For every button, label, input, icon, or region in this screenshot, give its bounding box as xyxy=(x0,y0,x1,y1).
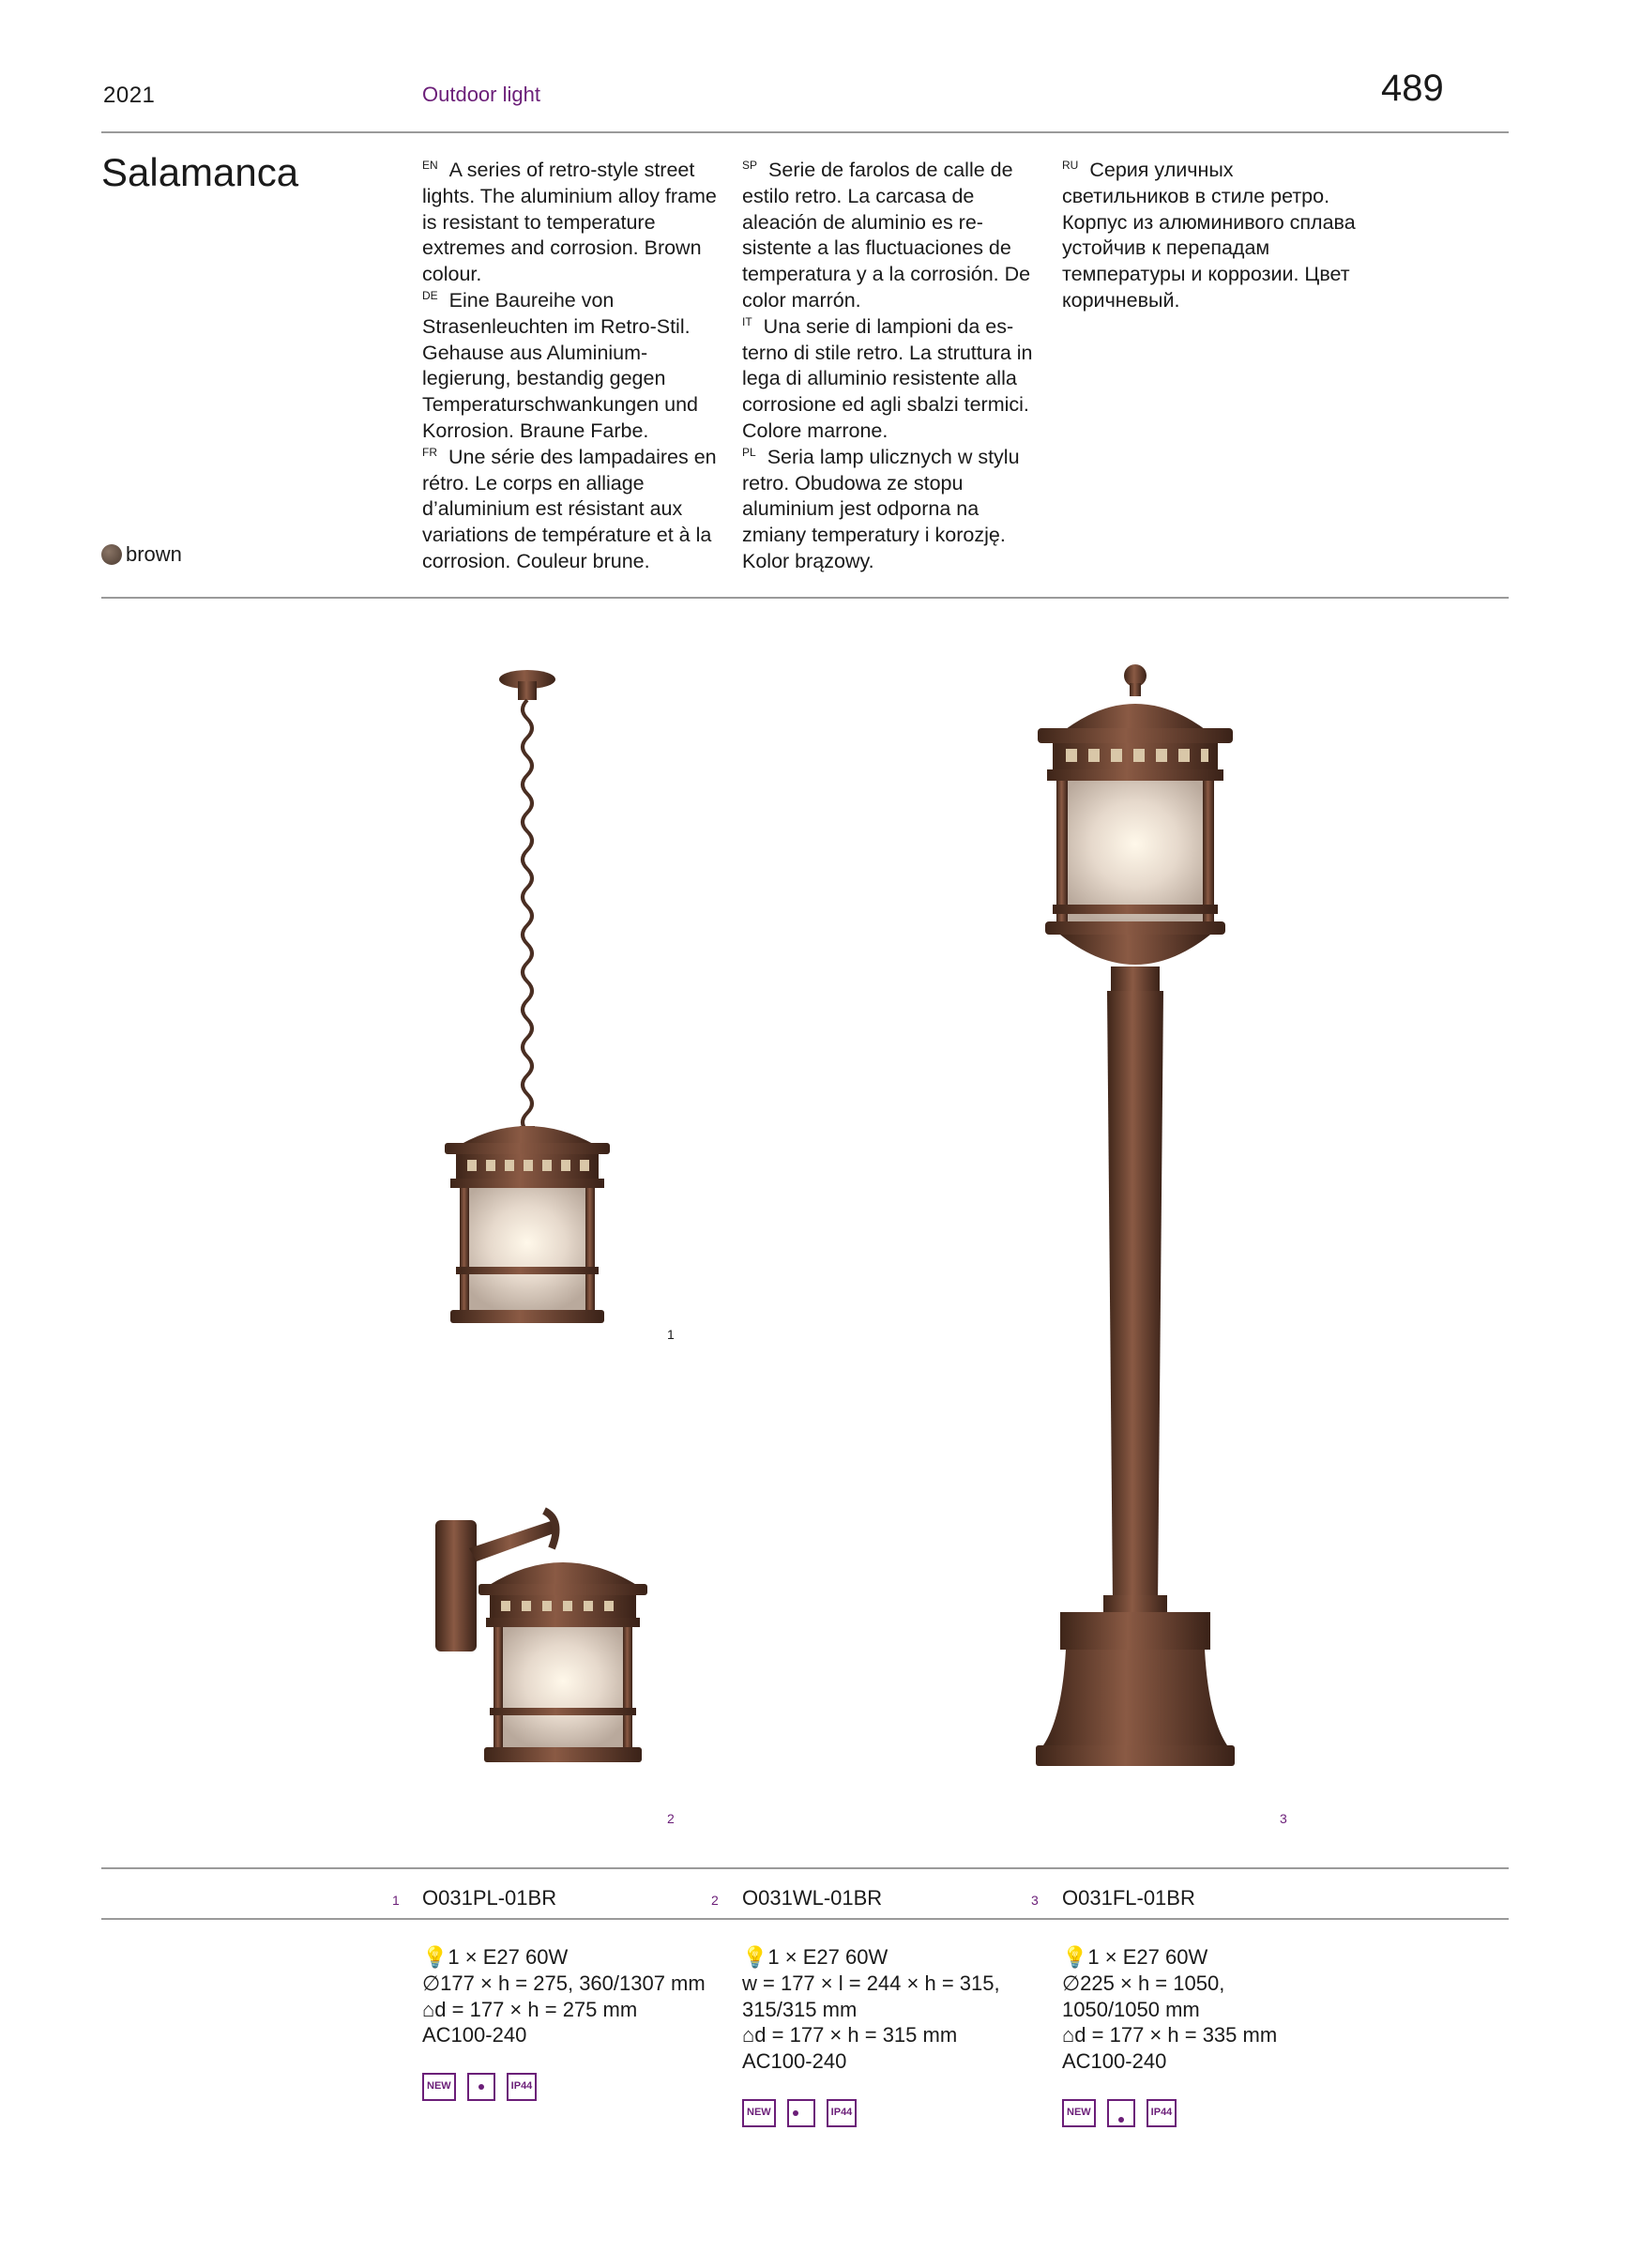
new-badge: NEW xyxy=(1062,2099,1096,2127)
spec-voltage: AC100-240 xyxy=(742,2049,847,2074)
page-number: 489 xyxy=(1381,68,1444,109)
description-divider xyxy=(101,597,1509,599)
product-top-divider xyxy=(101,1867,1509,1869)
product-code-1: O031PL-01BR xyxy=(422,1886,557,1910)
figure-number-1: 1 xyxy=(667,1327,675,1342)
product-specs-2 xyxy=(742,1944,1042,2127)
product-code-3: O031FL-01BR xyxy=(1062,1886,1195,1910)
color-option xyxy=(101,542,182,567)
product-specs-1 xyxy=(422,1944,722,2101)
product-code-divider xyxy=(101,1918,1509,1920)
bulb-icon: 💡 xyxy=(742,1945,768,1969)
product-specs-3 xyxy=(1062,1944,1362,2127)
lang-code: DE xyxy=(422,288,438,302)
spec-voltage: AC100-240 xyxy=(1062,2049,1167,2074)
diameter-icon: ∅ xyxy=(1062,1971,1081,1995)
new-badge: NEW xyxy=(742,2099,776,2127)
bulb-icon: 💡 xyxy=(422,1945,448,1969)
mount-pendant-icon xyxy=(467,2073,495,2101)
header-divider xyxy=(101,131,1509,133)
spec-dimensions: 225 × h = 1050, xyxy=(1080,1971,1225,1995)
shade-icon: ⌂ xyxy=(742,2023,755,2047)
badge-row xyxy=(1062,2099,1362,2127)
brown-swatch-icon xyxy=(101,544,122,565)
product-number-3: 3 xyxy=(1031,1893,1039,1908)
spec-power: 1 × E27 60W xyxy=(448,1945,569,1969)
lang-code: SP xyxy=(742,158,758,172)
lang-code: RU xyxy=(1062,158,1079,172)
spec-voltage: AC100-240 xyxy=(422,2023,527,2047)
description-text: Серия уличных светильников в стиле ретро. Корпус из алюминивого сплава устойчив к перепадам температуры и коррозии. Цвет коричневый. xyxy=(1062,159,1356,312)
ip-rating-badge: IP44 xyxy=(507,2073,538,2101)
mount-wall-icon xyxy=(787,2099,815,2127)
section-title: Outdoor light xyxy=(422,83,540,106)
series-title: Salamanca xyxy=(101,150,299,194)
bulb-icon: 💡 xyxy=(1062,1945,1088,1969)
spec-shade: d = 177 × h = 315 mm xyxy=(754,2023,958,2047)
product-number-1: 1 xyxy=(392,1893,400,1908)
shade-icon: ⌂ xyxy=(422,1997,435,2021)
spec-shade: d = 177 × h = 275 mm xyxy=(434,1997,638,2021)
ip-rating-badge: IP44 xyxy=(1147,2099,1177,2127)
description-column-3 xyxy=(1062,158,1362,314)
spec-dimensions: 177 × h = 275, 360/1307 mm xyxy=(440,1971,706,1995)
new-badge: NEW xyxy=(422,2073,456,2101)
color-label: brown xyxy=(126,542,182,566)
description-text: A series of retro-style street lights. The aluminium alloy frame is resistant to temperature extremes and corrosion. Brown colour. xyxy=(422,159,717,286)
spec-dimensions-2: 1050/1050 mm xyxy=(1062,1997,1200,2021)
shade-icon: ⌂ xyxy=(1062,2023,1075,2047)
pendant-lamp-image xyxy=(422,657,629,1351)
figure-number-3: 3 xyxy=(1280,1811,1287,1826)
description-column-1 xyxy=(422,158,722,575)
description-column-2 xyxy=(742,158,1042,575)
ip-rating-badge: IP44 xyxy=(827,2099,858,2127)
lang-code: EN xyxy=(422,158,438,172)
description-text: Serie de farolos de calle de estilo retro. La carcasa de aleación de aluminio es re-sistente a las fluctuaciones de temperatura y a la corrosión. De color marrón. xyxy=(742,159,1031,312)
badge-row xyxy=(422,2073,722,2101)
spec-dimensions-2: 315/315 mm xyxy=(742,1997,858,2021)
lang-code: FR xyxy=(422,445,437,459)
product-code-2: O031WL-01BR xyxy=(742,1886,883,1910)
spec-power: 1 × E27 60W xyxy=(1087,1945,1208,1969)
product-number-2: 2 xyxy=(711,1893,719,1908)
description-text: Una serie di lampioni da es-terno di stile retro. La struttura in lega di alluminio resistente alla corrosione ed agli sbalzi termici. Colore marrone. xyxy=(742,314,1033,442)
wall-lamp-image xyxy=(432,1483,657,1783)
diameter-icon: ∅ xyxy=(422,1971,441,1995)
figure-number-2: 2 xyxy=(667,1811,675,1826)
spec-power: 1 × E27 60W xyxy=(767,1945,888,1969)
description-text: Eine Baureihe von Strasenleuchten im Retro-Stil. Gehause aus Aluminium-legierung, bestandig gegen Temperaturschwankungen und Korrosion. Braune Farbe. xyxy=(422,288,699,442)
spec-dimensions: w = 177 × l = 244 × h = 315, xyxy=(742,1971,1000,1995)
lang-code: PL xyxy=(742,445,756,459)
description-text: Une série des lampadaires en rétro. Le corps en alliage d’aluminium est résistant aux variations de température et à la corrosion. Couleur brune. xyxy=(422,445,717,572)
description-text: Seria lamp ulicznych w stylu retro. Obudowa ze stopu aluminium jest odporna na zmiany temperatury i korozję. Kolor brązowy. xyxy=(742,445,1020,572)
lang-code: IT xyxy=(742,314,752,328)
catalog-year: 2021 xyxy=(103,83,156,108)
post-lamp-image xyxy=(1032,657,1238,1783)
mount-floor-icon xyxy=(1107,2099,1135,2127)
spec-shade: d = 177 × h = 335 mm xyxy=(1074,2023,1278,2047)
badge-row xyxy=(742,2099,1042,2127)
